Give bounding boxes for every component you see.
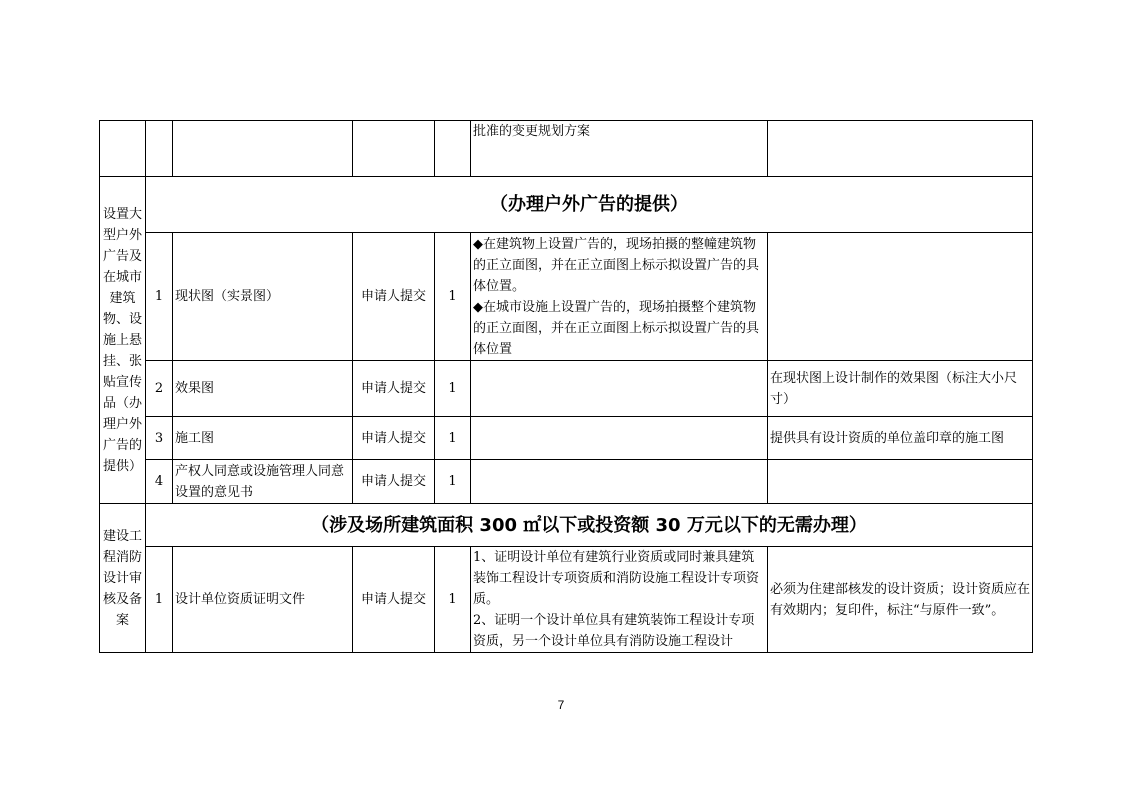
row-number: 1 bbox=[146, 547, 173, 653]
table-row bbox=[100, 547, 1033, 653]
requirement-text bbox=[471, 547, 768, 653]
material-name: 产权人同意或设施管理人同意设置的意见书 bbox=[173, 460, 353, 504]
section-header-row bbox=[100, 504, 1033, 547]
material-name: 施工图 bbox=[173, 417, 353, 460]
section-title-fire-design: （涉及场所建筑面积 300 ㎡以下或投资额 30 万元以下的无需办理） bbox=[146, 504, 1033, 547]
material-source: 申请人提交 bbox=[353, 417, 435, 460]
page-number: 7 bbox=[557, 698, 565, 712]
copies-cell bbox=[435, 121, 471, 177]
material-name: 效果图 bbox=[173, 361, 353, 417]
requirement-line: 2、证明一个设计单位具有建筑装饰工程设计专项资质，另一个设计单位具有消防设施工程设计 bbox=[473, 613, 755, 649]
requirement-line: ◆在建筑物上设置广告的，现场拍摄的整幢建筑物的正立面图，并在正立面图上标示拟设置广告的具体位置。 bbox=[473, 236, 760, 294]
copies-count: 1 bbox=[435, 233, 471, 361]
category-outdoor-ads: 设置大型户外广告及在城市建筑物、设施上悬挂、张贴宣传品（办理户外广告的提供） bbox=[100, 177, 146, 504]
copies-count: 1 bbox=[435, 361, 471, 417]
continuation-row bbox=[100, 121, 1033, 177]
section-title-outdoor-ads: （办理户外广告的提供） bbox=[146, 177, 1033, 233]
materials-table bbox=[99, 120, 1033, 653]
remark-cell bbox=[768, 121, 1033, 177]
requirement-line: ◆在城市设施上设置广告的，现场拍摄整个建筑物的正立面图，并在正立面图上标示拟设置广告的具体位置 bbox=[473, 299, 760, 357]
requirement-text bbox=[471, 417, 768, 460]
table-row bbox=[100, 233, 1033, 361]
material-cell bbox=[173, 121, 353, 177]
row-number: 1 bbox=[146, 233, 173, 361]
category-cell bbox=[100, 121, 146, 177]
table-row bbox=[100, 417, 1033, 460]
copies-count: 1 bbox=[435, 547, 471, 653]
source-cell bbox=[353, 121, 435, 177]
table-row bbox=[100, 361, 1033, 417]
remark-text bbox=[768, 460, 1033, 504]
category-fire-design: 建设工程消防设计审核及备案 bbox=[100, 504, 146, 653]
material-name: 现状图（实景图） bbox=[173, 233, 353, 361]
requirement-text bbox=[471, 361, 768, 417]
remark-text bbox=[768, 233, 1033, 361]
material-source: 申请人提交 bbox=[353, 361, 435, 417]
remark-text: 必须为住建部核发的设计资质；设计资质应在有效期内；复印件，标注“与原件一致”。 bbox=[768, 547, 1033, 653]
section-header-row bbox=[100, 177, 1033, 233]
requirement-cell: 批准的变更规划方案 bbox=[471, 121, 768, 177]
row-number: 2 bbox=[146, 361, 173, 417]
remark-text: 提供具有设计资质的单位盖印章的施工图 bbox=[768, 417, 1033, 460]
requirement-text bbox=[471, 460, 768, 504]
row-number: 4 bbox=[146, 460, 173, 504]
material-name: 设计单位资质证明文件 bbox=[173, 547, 353, 653]
number-cell bbox=[146, 121, 173, 177]
requirement-text bbox=[471, 233, 768, 361]
material-source: 申请人提交 bbox=[353, 460, 435, 504]
material-source: 申请人提交 bbox=[353, 547, 435, 653]
table-row bbox=[100, 460, 1033, 504]
copies-count: 1 bbox=[435, 460, 471, 504]
remark-text: 在现状图上设计制作的效果图（标注大小尺寸） bbox=[768, 361, 1033, 417]
row-number: 3 bbox=[146, 417, 173, 460]
copies-count: 1 bbox=[435, 417, 471, 460]
requirement-line: 1、证明设计单位有建筑行业资质或同时兼具建筑装饰工程设计专项资质和消防设施工程设计专项资质。 bbox=[473, 550, 760, 607]
material-source: 申请人提交 bbox=[353, 233, 435, 361]
